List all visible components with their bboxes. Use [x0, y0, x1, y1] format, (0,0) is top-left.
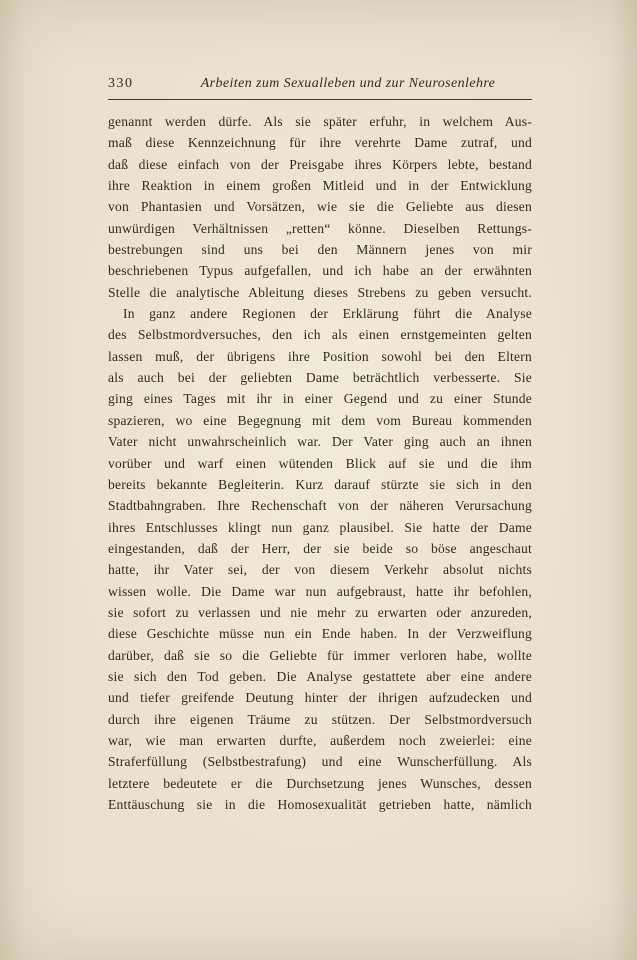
text-line: Stadtbahngraben. Ihre Rechenschaft von der näheren Verursachung — [108, 498, 532, 514]
page-number: 330 — [108, 76, 134, 91]
text-line: Enttäuschung sie in die Homosexualität getrieben hatte, nämlich — [108, 797, 532, 812]
text-line: daß diese einfach von der Preisgabe ihres Körpers lebte, bestand — [108, 156, 532, 172]
text-line: wissen wolle. Die Dame war nun aufgebraust, hatte ihr befohlen, — [108, 583, 532, 599]
body-text — [108, 111, 532, 815]
text-line: unwürdigen Verhältnissen „retten“ könne. Dieselben Rettungs- — [108, 220, 532, 236]
text-line: Stelle die analytische Ableitung dieses Strebens zu geben versucht. — [108, 284, 532, 300]
text-line: Straferfüllung (Selbstbestrafung) und eine Wunscherfüllung. Als — [108, 754, 532, 770]
text-line: beschriebenen Typus aufgefallen, und ich habe an der erwähnten — [108, 263, 532, 279]
text-line: bereits bekannte Begleiterin. Kurz darauf stürzte sie sich in den — [108, 476, 532, 492]
text-line: von Phantasien und Vorsätzen, wie sie die Geliebte aus diesen — [108, 199, 532, 215]
running-title: Arbeiten zum Sexualleben und zur Neurosenlehre — [200, 76, 496, 91]
text-line: ging eines Tages mit ihr in einer Gegend und zu einer Stunde — [108, 391, 532, 407]
text-line: maß diese Kennzeichnung für ihre verehrte Dame zutraf, und — [108, 135, 532, 151]
text-line: lassen muß, der übrigens ihre Position sowohl bei den Eltern — [108, 348, 532, 364]
text-line: als auch bei der geliebten Dame beträchtlich verbesserte. Sie — [108, 370, 532, 386]
page-content — [108, 76, 532, 815]
text-line: hatte, ihr Vater sei, der von diesem Verkehr absolut nichts — [108, 562, 532, 578]
text-line: eingestanden, daß der Herr, der sie beide so böse angeschaut — [108, 540, 532, 556]
text-line: des Selbstmordversuches, den ich als einen ernstgemeinten gelten — [108, 327, 532, 343]
text-line: diese Geschichte müsse nun ein Ende haben. In der Verzweiflung — [108, 626, 532, 642]
text-line: spazieren, wo eine Begegnung mit dem vom Bureau kommenden — [108, 412, 532, 428]
paragraph — [108, 111, 532, 303]
text-line: sie sofort zu verlassen und nie mehr zu erwarten oder anzureden, — [108, 604, 532, 620]
text-line: darüber, daß sie so die Geliebte für immer verloren habe, wollte — [108, 647, 532, 663]
header-rule — [108, 99, 532, 100]
text-line: vorüber und warf einen wütenden Blick auf sie und die ihm — [108, 455, 532, 471]
text-line: genannt werden dürfe. Als sie später erfuhr, in welchem Aus- — [108, 114, 532, 129]
paragraph — [108, 303, 532, 815]
text-line: letztere bedeutete er die Durchsetzung jenes Wunsches, dessen — [108, 775, 532, 791]
text-line: sie sich den Tod geben. Die Analyse gestattete aber eine andere — [108, 668, 532, 684]
text-line: bestrebungen sind uns bei den Männern jenes von mir — [108, 242, 532, 258]
page-header — [108, 76, 532, 92]
text-line: durch ihre eigenen Träume zu stützen. Der Selbstmordversuch — [108, 711, 532, 727]
text-line: Vater nicht unwahrscheinlich war. Der Vater ging auch an ihnen — [108, 434, 532, 450]
text-line: und tiefer greifende Deutung hinter der ihrigen aufzudecken und — [108, 690, 532, 706]
text-line: In ganz andere Regionen der Erklärung führt die Analyse — [123, 306, 532, 322]
text-line: ihres Entschlusses klingt nun ganz plausibel. Sie hatte der Dame — [108, 519, 532, 535]
text-line: war, wie man erwarten durfte, außerdem noch zweierlei: eine — [108, 732, 532, 748]
text-line: ihre Reaktion in einem großen Mitleid und in der Entwicklung — [108, 178, 532, 194]
